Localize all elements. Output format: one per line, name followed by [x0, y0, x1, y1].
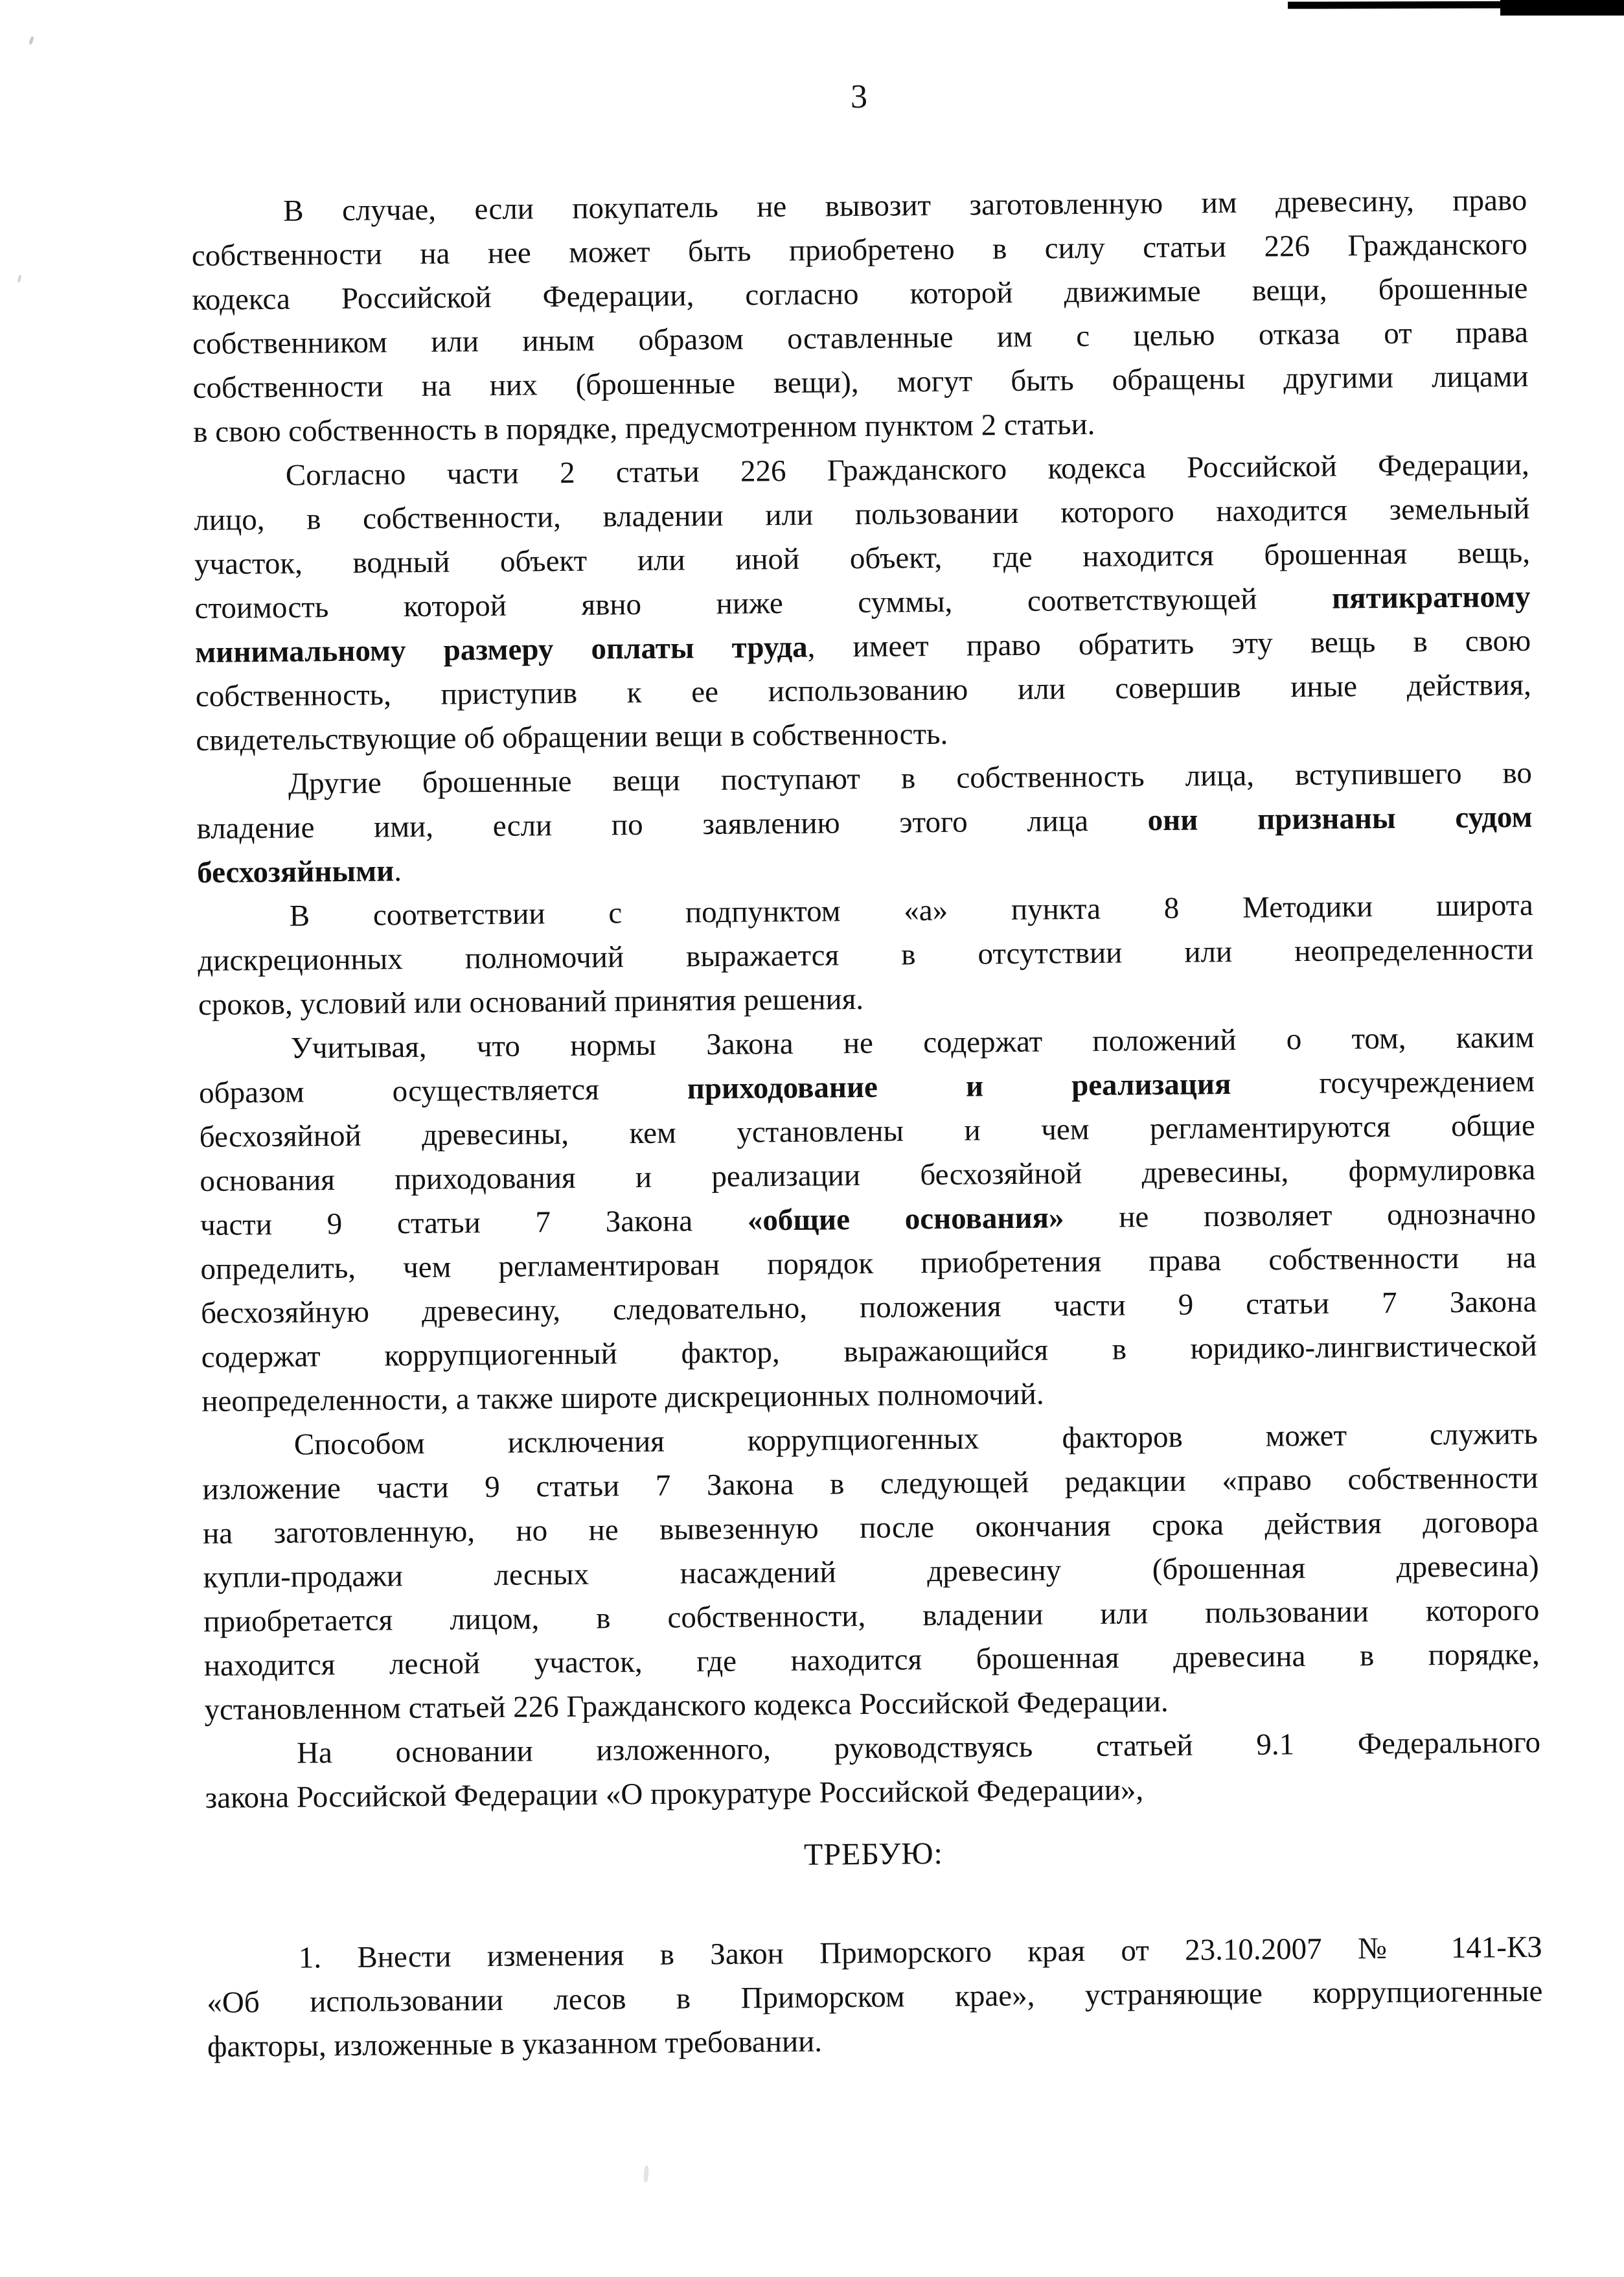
- text-segment: основания приходования и реализации бесхозяйной древесины, формулировка: [200, 1152, 1536, 1198]
- text-segment: Учитывая, что нормы Закона не содержат положений о том, каким: [290, 1020, 1535, 1065]
- text-segment: изложение части 9 статьи 7 Закона в следующей редакции «право собственности: [202, 1461, 1538, 1507]
- page-number: 3: [851, 78, 867, 115]
- text-segment: свидетельствующие об обращении вещи в собственность.: [196, 717, 948, 757]
- text-segment: установленном статьей 226 Гражданского кодекса Российской Федерации.: [204, 1684, 1169, 1727]
- text-segment: госучреждением: [1231, 1064, 1535, 1102]
- text-segment: В случае, если покупатель не вывозит заготовленную им древесину, право: [283, 183, 1527, 228]
- text-segment: закона Российской Федерации «О прокуратуре Российской Федерации»,: [205, 1773, 1144, 1815]
- text-segment: определить, чем регламентирован порядок приобретения права собственности на: [200, 1240, 1537, 1286]
- scan-artifact: [17, 275, 21, 283]
- text-segment: собственность, приступив к ее использованию или совершив иные действия,: [195, 667, 1531, 713]
- text-segment: Другие брошенные вещи поступают в собственность лица, вступившего во: [288, 756, 1533, 801]
- text-segment: бесхозяйной древесины, кем установлены и чем регламентируются общие: [199, 1108, 1535, 1154]
- text-segment: .: [393, 854, 402, 888]
- paragraph: [194, 443, 1532, 763]
- text-block: [191, 178, 1543, 2069]
- text-segment: не позволяет однозначно: [1064, 1196, 1537, 1235]
- paragraph: [196, 751, 1533, 895]
- text-segment: , имеет право обратить эту вещь в свою: [807, 623, 1531, 664]
- text-segment: сроков, условий или оснований принятия решения.: [198, 982, 864, 1022]
- bold-text-segment: минимальному размеру оплаты труда: [195, 630, 808, 669]
- text-segment: содержат коррупциогенный фактор, выражающийся в юридико-лингвистической: [201, 1328, 1537, 1374]
- scan-artifact-top-bar: [1500, 0, 1624, 16]
- text-segment: факторы, изложенные в указанном требовании.: [207, 2024, 823, 2064]
- text-segment: В соответствии с подпунктом «а» пункта 8 Методики широта: [289, 888, 1533, 933]
- text-segment: на заготовленную, но не вывезенную после окончания срока действия договора: [202, 1505, 1539, 1551]
- text-segment: Способом исключения коррупциогенных факторов может служить: [293, 1416, 1538, 1462]
- text-segment: кодекса Российской Федерации, согласно которой движимые вещи, брошенные: [192, 272, 1528, 317]
- scan-artifact: [29, 36, 34, 45]
- text-segment: находится лесной участок, где находится брошенная древесина в порядке,: [203, 1637, 1540, 1683]
- text-segment: собственником или иным образом оставленные им с целью отказа от права: [192, 315, 1529, 361]
- text-segment: стоимость которой явно ниже суммы, соответствующей: [194, 581, 1332, 625]
- paragraph: [191, 178, 1529, 454]
- bold-text-segment: «общие основания»: [747, 1201, 1064, 1238]
- text-segment: дискреционных полномочий выражается в отсутствии или неопределенности: [198, 932, 1534, 978]
- text-segment: «Об использовании лесов в Приморском крае», устраняющие коррупциогенные: [207, 1974, 1543, 2020]
- text-segment: лицо, в собственности, владении или пользовании которого находится земельный: [194, 491, 1530, 537]
- text-segment: в свою собственность в порядке, предусмотренном пунктом 2 статьи.: [193, 407, 1095, 449]
- text-segment: приобретается лицом, в собственности, владении или пользовании которого: [203, 1593, 1540, 1639]
- numbered-paragraph: [207, 1925, 1544, 2069]
- bold-text-segment: они признаны судом: [1147, 800, 1533, 838]
- bold-text-segment: приходование и реализация: [687, 1067, 1231, 1106]
- section-heading: ТРЕБУЮ:: [803, 1836, 944, 1872]
- text-segment: собственности на нее может быть приобретено в силу статьи 226 Гражданского: [191, 227, 1528, 273]
- paragraph: [205, 1720, 1541, 1820]
- paragraph: [202, 1412, 1540, 1732]
- text-segment: бесхозяйную древесину, следовательно, положения части 9 статьи 7 Закона: [200, 1284, 1537, 1330]
- paragraph: [197, 883, 1534, 1027]
- text-segment: На основании изложенного, руководствуясь статьей 9.1 Федерального: [296, 1725, 1541, 1770]
- text-segment: участок, водный объект или иной объект, где находится брошенная вещь,: [194, 535, 1531, 581]
- paragraph: [198, 1015, 1537, 1424]
- bold-text-segment: пятикратному: [1331, 579, 1531, 616]
- text-segment: владение ими, если по заявлению этого лица: [196, 803, 1148, 846]
- text-segment: купли-продажи лесных насаждений древесину (брошенная древесина): [203, 1549, 1539, 1595]
- text-segment: 1. Внести изменения в Закон Приморского края от 23.10.2007 № 141-КЗ: [298, 1930, 1542, 1975]
- text-segment: образом осуществляется: [198, 1072, 687, 1110]
- bold-text-segment: бесхозяйными: [196, 854, 395, 890]
- text-segment: части 9 статьи 7 Закона: [200, 1203, 748, 1242]
- scan-artifact: [643, 2166, 649, 2182]
- text-segment: неопределенности, а также широте дискреционных полномочий.: [201, 1377, 1044, 1418]
- text-segment: собственности на них (брошенные вещи), могут быть обращены другими лицами: [192, 359, 1529, 405]
- text-segment: Согласно части 2 статьи 226 Гражданского кодекса Российской Федерации,: [285, 447, 1530, 492]
